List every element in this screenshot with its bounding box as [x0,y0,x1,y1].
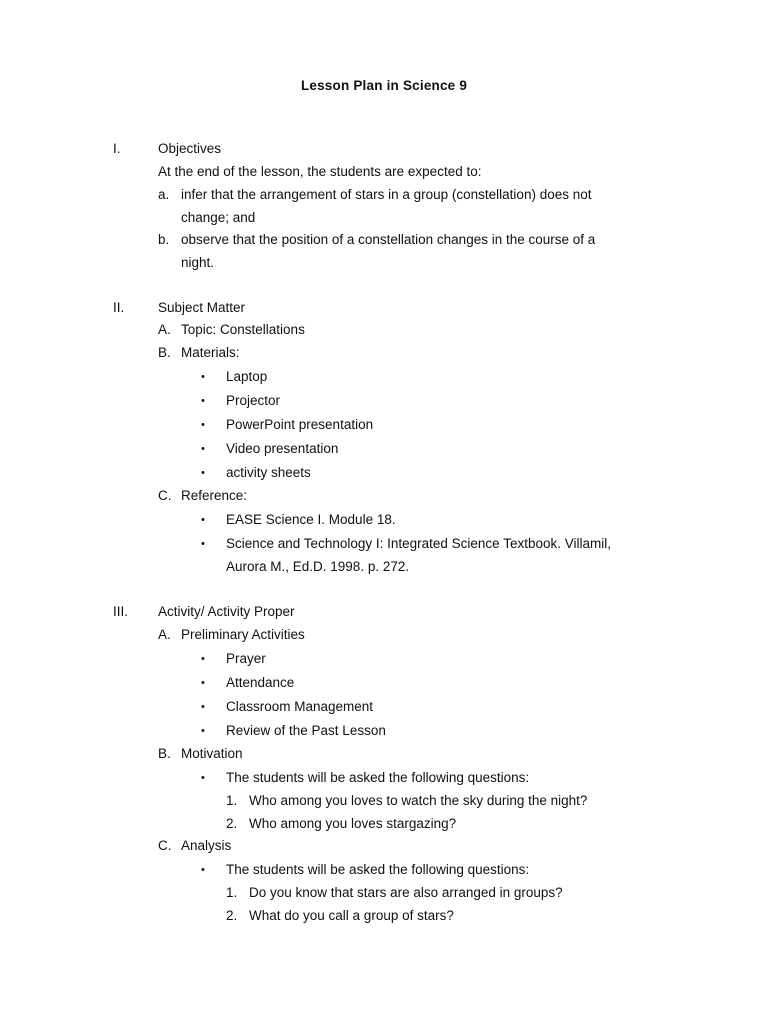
question-text: Who among you loves stargazing? [249,816,457,831]
topic-text: Topic: Constellations [181,322,305,337]
list-item: Attendance [226,675,295,690]
section-heading: Objectives [158,141,222,156]
bullet-icon: • [201,514,205,526]
item-marker: B. [158,345,171,360]
list-item: Laptop [226,369,268,384]
bullet-icon: • [201,395,205,407]
preliminary-label: Preliminary Activities [181,627,305,642]
question-number: 1. [226,885,238,900]
item-marker: C. [158,488,172,503]
list-item: Review of the Past Lesson [226,723,386,738]
section-numeral: III. [113,604,129,619]
item-marker: C. [158,838,172,853]
list-item-continuation: Aurora M., Ed.D. 1998. p. 272. [226,559,410,574]
section-heading: Subject Matter [158,300,246,315]
item-marker: b. [158,232,170,247]
list-item: PowerPoint presentation [226,417,374,432]
list-item: The students will be asked the following questions: [226,862,530,877]
analysis-label: Analysis [181,838,232,853]
item-marker: A. [158,627,171,642]
bullet-icon: • [201,725,205,737]
bullet-icon: • [201,701,205,713]
list-item: Science and Technology I: Integrated Science Textbook. Villamil, [226,536,611,551]
list-item: Projector [226,393,281,408]
bullet-icon: • [201,653,205,665]
materials-label: Materials: [181,345,240,360]
list-item: Classroom Management [226,699,374,714]
page-title: Lesson Plan in Science 9 [300,78,468,93]
bullet-icon: • [201,467,205,479]
objective-text: observe that the position of a constellation changes in the course of a [181,232,596,247]
objective-text: change; and [181,210,256,225]
objective-text: infer that the arrangement of stars in a group (constellation) does not [181,187,592,202]
bullet-icon: • [201,371,205,383]
list-item: The students will be asked the following questions: [226,770,530,785]
question-text: Do you know that stars are also arranged in groups? [249,885,563,900]
bullet-icon: • [201,538,205,550]
bullet-icon: • [201,864,205,876]
list-item: Prayer [226,651,266,666]
question-number: 2. [226,908,238,923]
list-item: Video presentation [226,441,339,456]
objective-text: night. [181,255,215,270]
bullet-icon: • [201,419,205,431]
list-item: activity sheets [226,465,311,480]
question-number: 2. [226,816,238,831]
item-marker: B. [158,746,171,761]
question-number: 1. [226,793,238,808]
reference-label: Reference: [181,488,248,503]
objectives-intro: At the end of the lesson, the students are expected to: [158,164,482,179]
section-numeral: I. [113,141,121,156]
bullet-icon: • [201,677,205,689]
section-numeral: II. [113,300,125,315]
section-heading: Activity/ Activity Proper [158,604,295,619]
list-item: EASE Science I. Module 18. [226,512,396,527]
bullet-icon: • [201,443,205,455]
motivation-label: Motivation [181,746,243,761]
item-marker: a. [158,187,170,202]
question-text: What do you call a group of stars? [249,908,454,923]
bullet-icon: • [201,772,205,784]
question-text: Who among you loves to watch the sky during the night? [249,793,588,808]
item-marker: A. [158,322,171,337]
